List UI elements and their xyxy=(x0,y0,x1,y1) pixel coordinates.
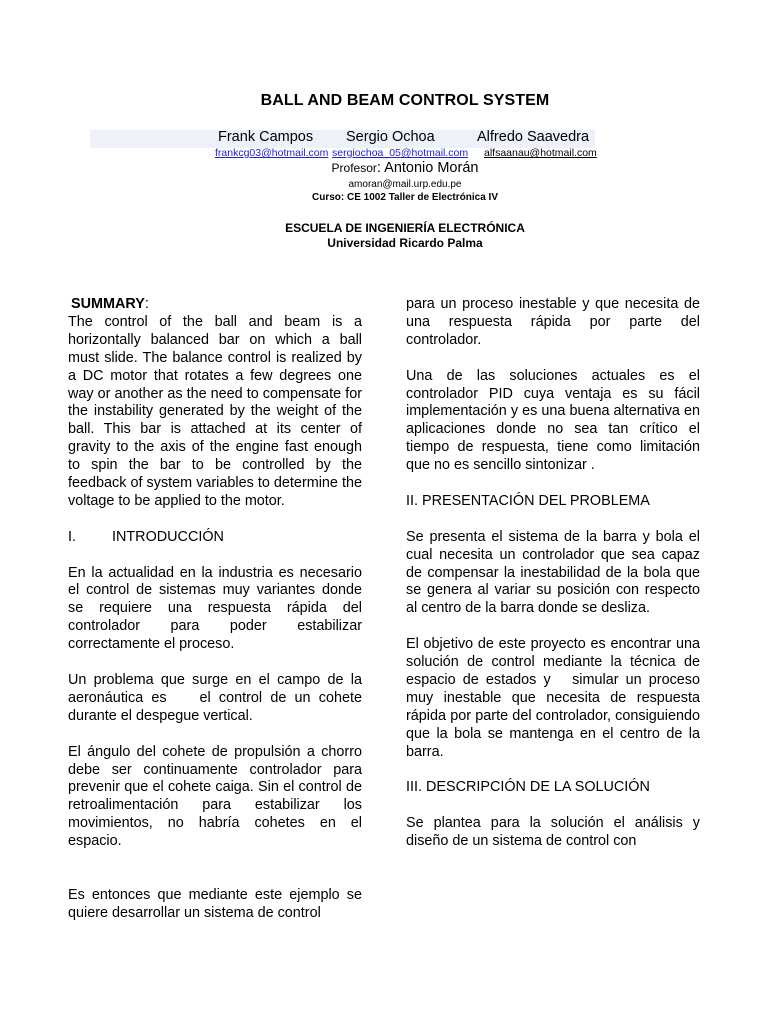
body-paragraph: En la actualidad en la industria es necesario el control de sistemas muy variantes donde se requiere una respuesta rápida del controlador para poder estabilizar correctamente el proceso. xyxy=(68,564,362,653)
spacer xyxy=(68,547,362,565)
section-heading-solucion: III. DESCRIPCIÓN DE LA SOLUCIÓN xyxy=(406,779,650,796)
school-name: ESCUELA DE INGENIERÍA ELECTRÓNICA xyxy=(285,221,525,235)
body-paragraph: Es entonces que mediante este ejemplo se quiere desarrollar un sistema de control xyxy=(68,886,362,921)
professor-name: : Antonio Morán xyxy=(376,160,479,176)
summary-paragraph: The control of the ball and beam is a horizontally balanced bar on which a ball must slide. The balance control is realized by a DC motor that rotates a few degrees one way or another as the need to compensate for the instability generated by the weight of the ball. This bar is attached at its center of gravity to the axis of the engine fast enough to spin the bar to be controlled by the feedback of system variables to determine the voltage to be applied to the motor. xyxy=(68,313,362,509)
paper-title: BALL AND BEAM CONTROL SYSTEM xyxy=(260,92,550,109)
author-email-3[interactable]: alfsaanau@hotmail.com xyxy=(484,147,597,159)
body-paragraph: Un problema que surge en el campo de la aeronáutica es el control de un cohete durante el despegue vertical. xyxy=(68,671,366,724)
body-paragraph: El objetivo de este proyecto es encontrar una solución de control mediante la técnica de espacio de estados y simular un proceso muy inestable que necesita de respuesta rápida por parte del controlador, consiguiendo que la bola se mantenga en el centro de la barra. xyxy=(406,636,704,760)
university-name: Universidad Ricardo Palma xyxy=(327,236,483,250)
summary-heading xyxy=(71,296,362,314)
summary-heading-colon: : xyxy=(144,296,149,312)
section-number: I. xyxy=(68,528,76,545)
professor-label: Profesor xyxy=(331,161,377,175)
author-email-2[interactable]: sergiochoa_05@hotmail.com xyxy=(332,147,469,159)
author-email-1[interactable]: frankcg03@hotmail.com xyxy=(215,147,329,159)
professor-email: amoran@mail.urp.edu.pe xyxy=(348,179,462,190)
spacer xyxy=(68,726,362,744)
body-paragraph: Una de las soluciones actuales es el controlador PID cuya ventaja es su fácil implementación y es una buena alternativa en aplicaciones donde no sea tan crítico el tiempo de respuesta, tiene como limitación que no es sencillo sintonizar . xyxy=(406,367,700,474)
professor-line xyxy=(0,160,768,176)
section-title: INTRODUCCIÓN xyxy=(112,528,224,545)
spacer xyxy=(406,618,700,636)
author-name-3: Alfredo Saavedra xyxy=(477,129,590,145)
author-name-2: Sergio Ochoa xyxy=(346,129,435,145)
spacer xyxy=(406,762,700,780)
section-heading-introduccion xyxy=(68,529,362,547)
section-heading-problema: II. PRESENTACIÓN DEL PROBLEMA xyxy=(406,492,650,509)
spacer xyxy=(68,851,362,887)
body-paragraph: para un proceso inestable y que necesita de una respuesta rápida por parte del controlador. xyxy=(406,296,700,348)
spacer xyxy=(68,654,362,672)
right-column xyxy=(406,296,704,851)
body-paragraph: Se presenta el sistema de la barra y bola el cual necesita un controlador que sea capaz de compensar la inestabilidad de la bola que se genera al variar su posición con respecto al centro de la barra donde se desliza. xyxy=(406,528,700,617)
spacer xyxy=(406,475,700,493)
spacer xyxy=(406,511,700,529)
course-line: Curso: CE 1002 Taller de Electrónica IV xyxy=(312,192,498,203)
summary-heading-text: SUMMARY xyxy=(71,296,145,312)
left-column xyxy=(68,296,366,923)
body-paragraph: Se plantea para la solución el análisis y diseño de un sistema de control con xyxy=(406,815,700,850)
body-paragraph: El ángulo del cohete de propulsión a chorro debe ser continuamente controlador para prevenir que el cohete caiga. Sin el control de retroalimentación para estabilizar los movimientos, no habría cohetes en el espacio. xyxy=(68,743,362,850)
author-name-1: Frank Campos xyxy=(218,129,314,145)
spacer xyxy=(406,350,700,368)
spacer xyxy=(68,511,362,529)
spacer xyxy=(406,797,700,815)
